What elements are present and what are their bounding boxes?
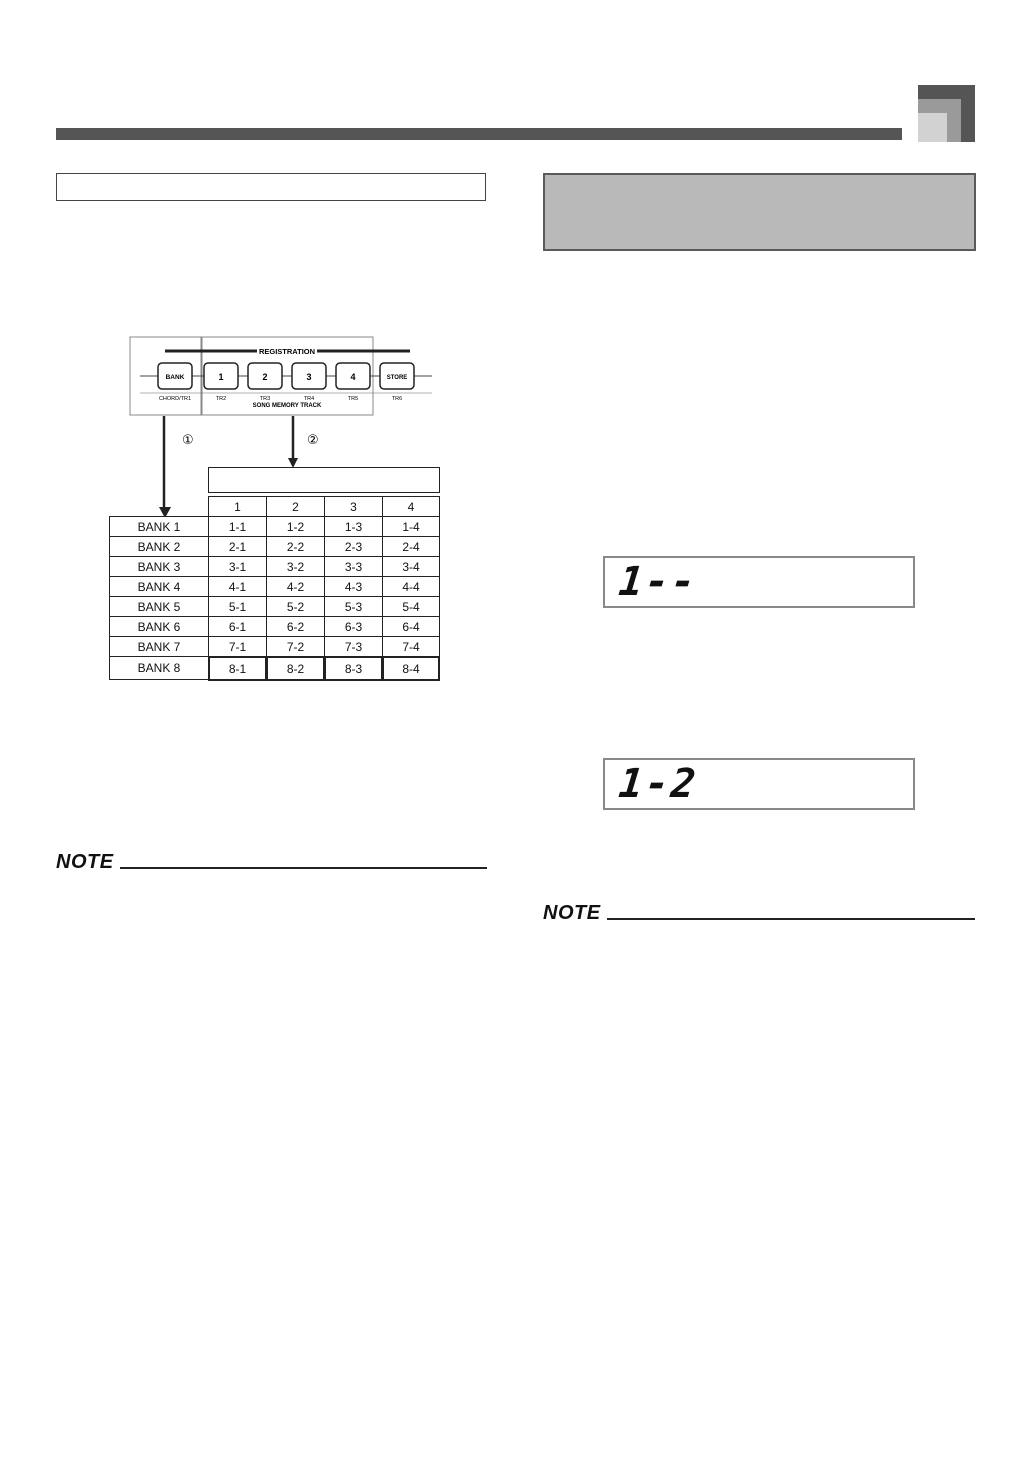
lcd-readout: 1-- [616,559,700,605]
svg-text:2: 2 [262,372,268,382]
lcd-display-second [603,758,915,810]
table-cell: 4-2 [266,576,325,597]
table-cell: 8-1 [208,656,267,681]
table-cell: 1-4 [382,516,440,537]
table-cell: 7-1 [208,636,267,657]
table-cell: 8-4 [382,656,440,681]
header-rule [56,128,902,140]
table-cell: 3-1 [208,556,267,577]
procedure-heading-box [543,173,976,251]
table-cell: 8-3 [324,656,383,681]
svg-text:BANK: BANK [165,374,185,381]
track-label-3: TR4 [303,396,315,402]
svg-text:1: 1 [218,372,224,382]
bank-label: BANK 1 [109,516,209,537]
corner-tab-mark [918,85,975,142]
table-cell: 2-4 [382,536,440,557]
callout-1: ① [182,433,194,448]
track-label-store: TR6 [391,396,403,402]
section-heading-box [56,173,486,201]
register-2-button [248,363,282,389]
svg-text:3: 3 [306,372,312,382]
note-heading-right [543,903,975,923]
column-header: 2 [266,496,325,517]
table-cell: 1-3 [324,516,383,537]
track-label-2: TR3 [259,396,271,402]
column-header: 1 [208,496,267,517]
table-cell: 4-3 [324,576,383,597]
table-cell: 3-3 [324,556,383,577]
table-cell: 7-4 [382,636,440,657]
register-4-button [336,363,370,389]
note-rule [120,867,487,869]
note-label: NOTE [543,902,601,924]
track-label-4: TR5 [347,396,359,402]
bank-label: BANK 3 [109,556,209,577]
table-cell: 2-2 [266,536,325,557]
bank-label: BANK 4 [109,576,209,597]
bank-label: BANK 2 [109,536,209,557]
callout-2: ② [307,433,319,448]
track-label-bank: CHORD/TR1 [158,396,192,402]
bank-button [158,363,192,389]
bank-label: BANK 7 [109,636,209,657]
table-cell: 6-3 [324,616,383,637]
table-cell: 1-2 [266,516,325,537]
lcd-display-first [603,556,915,608]
table-cell: 1-1 [208,516,267,537]
register-1-button [204,363,238,389]
store-button [380,363,414,389]
table-cell: 6-2 [266,616,325,637]
table-cell: 6-1 [208,616,267,637]
table-cell: 4-4 [382,576,440,597]
registration-label: REGISTRATION [258,347,316,356]
table-cell: 5-2 [266,596,325,617]
table-cell: 3-2 [266,556,325,577]
register-3-button [292,363,326,389]
table-cell: 7-2 [266,636,325,657]
svg-text:4: 4 [350,372,356,382]
svg-text:STORE: STORE [386,375,408,381]
table-cell: 7-3 [324,636,383,657]
table-cell: 3-4 [382,556,440,577]
table-cell: 2-1 [208,536,267,557]
column-header: 4 [382,496,440,517]
bank-label: BANK 8 [109,656,209,680]
table-cell: 4-1 [208,576,267,597]
note-rule [607,918,975,920]
table-cell: 5-4 [382,596,440,617]
lcd-readout: 1-2 [616,761,700,807]
note-label: NOTE [56,851,114,873]
column-header: 3 [324,496,383,517]
table-cell: 2-3 [324,536,383,557]
table-caption-box [208,467,440,493]
note-heading-left [56,852,487,872]
bank-label: BANK 6 [109,616,209,637]
table-cell: 5-3 [324,596,383,617]
bank-label: BANK 5 [109,596,209,617]
table-cell: 5-1 [208,596,267,617]
table-cell: 6-4 [382,616,440,637]
song-memory-track-label: SONG MEMORY TRACK [252,403,322,409]
table-cell: 8-2 [266,656,325,681]
track-label-1: TR2 [215,396,227,402]
